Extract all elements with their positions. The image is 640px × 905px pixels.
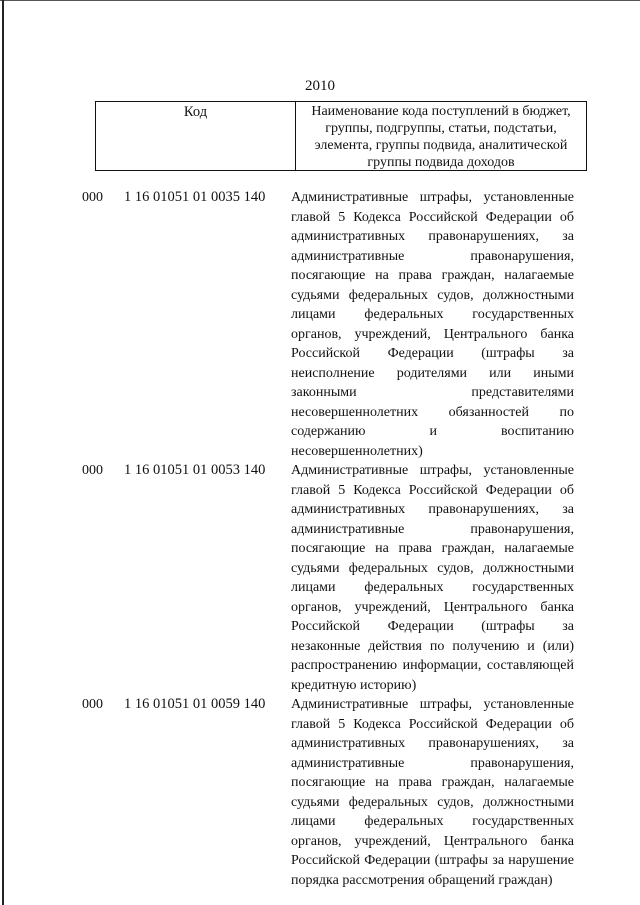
page-number: 2010 [305,78,335,94]
income-description: Административные штрафы, установленные главой 5 Кодекса Российской Федерации об административных правонарушениях, за административные правонарушения, посягающие на права граждан, налагаемые судьями федеральных судов, должностными лицами федеральных государственных органов, учреждений, Центрального банка Российской Федерации (штрафы за неисполнение родителями или иными законными представителями несовершеннолетних обязанностей по содержанию и воспитанию несовершеннолетних) [291,190,574,459]
table-body [0,188,640,890]
header-name-cell: Наименование кода поступлений в бюджет, группы, подгруппы, статьи, подстатьи, элемента, группы подвида, аналитической группы подвида доходов [311,104,571,170]
table-row [0,695,640,890]
income-description: Административные штрафы, установленные главой 5 Кодекса Российской Федерации об административных правонарушениях, за административные правонарушения, посягающие на права граждан, налагаемые судьями федеральных судов, должностными лицами федеральных государственных органов, учреждений, Центрального банка Российской Федерации (штрафы за незаконные действия по получению и (или) распространению информации, составляющей кредитную историю) [291,463,574,693]
scan-top-edge [0,0,640,1]
table-header [95,101,587,171]
table-row [0,188,640,461]
table-row [0,461,640,695]
income-description: Административные штрафы, установленные главой 5 Кодекса Российской Федерации об административных правонарушениях, за административные правонарушения, посягающие на права граждан, налагаемые судьями федеральных судов, должностными лицами федеральных государственных органов, учреждений, Центрального банка Российской Федерации (штрафы за нарушение порядка рассмотрения обращений граждан) [291,697,574,888]
income-code: 1 16 01051 01 0035 140 [124,189,266,205]
admin-code: 000 [82,463,103,478]
admin-code: 000 [82,190,103,205]
income-code: 1 16 01051 01 0053 140 [124,462,266,478]
header-code-cell: Код [96,102,296,170]
income-code: 1 16 01051 01 0059 140 [124,696,266,712]
admin-code: 000 [82,697,103,712]
